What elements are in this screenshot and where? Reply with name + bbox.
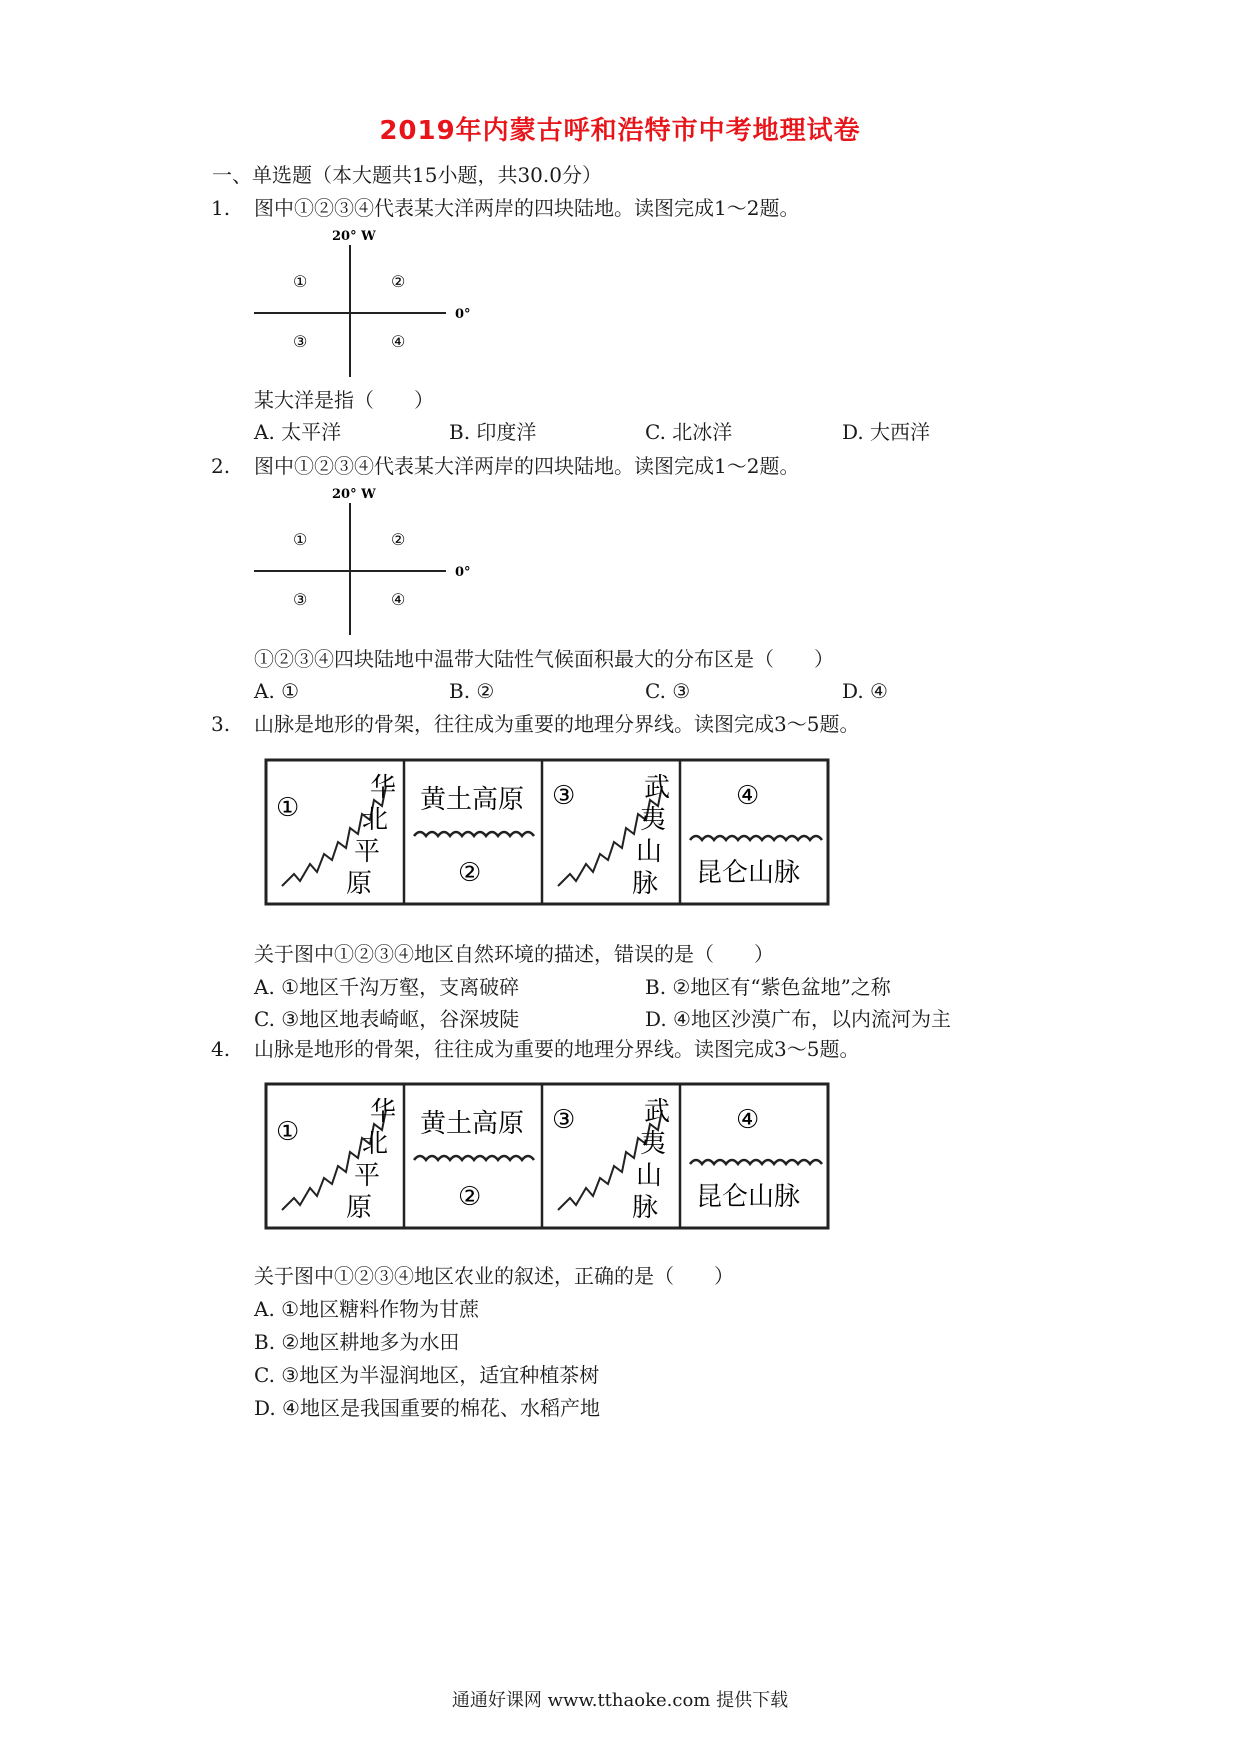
option-a[interactable]: A. ①地区千沟万壑，支离破碎 xyxy=(254,975,520,999)
region-2-label: ② xyxy=(391,530,406,549)
cell-4-name: 昆仑山脉 xyxy=(696,858,801,888)
mountain-wave-icon xyxy=(690,1160,822,1164)
meridian-label: 20° W xyxy=(332,229,376,244)
option-b[interactable]: B. ②地区有“紫色盆地”之称 xyxy=(645,975,891,999)
option-a[interactable]: A. ①地区糖料作物为甘蔗 xyxy=(254,1297,480,1321)
question-prompt: 关于图中①②③④地区农业的叙述，正确的是（ ） xyxy=(254,1264,734,1288)
plateau-wave-icon xyxy=(414,832,534,836)
question-number: 2. xyxy=(211,454,231,478)
cell-2-number: ② xyxy=(458,1182,482,1212)
question-stem: 图中①②③④代表某大洋两岸的四块陆地。读图完成1～2题。 xyxy=(254,196,800,220)
region-3-label: ③ xyxy=(293,590,308,609)
region-3-label: ③ xyxy=(293,332,308,351)
question-stem: 图中①②③④代表某大洋两岸的四块陆地。读图完成1～2题。 xyxy=(254,454,800,478)
region-1-label: ① xyxy=(293,272,308,291)
cell-1-char-3: 平 xyxy=(354,1161,381,1191)
plateau-wave-icon xyxy=(414,1156,534,1160)
cell-1-char-3: 平 xyxy=(354,837,381,867)
region-1-label: ① xyxy=(293,530,308,549)
ocean-cross-map xyxy=(250,483,490,643)
option-b[interactable]: B. 印度洋 xyxy=(449,420,537,444)
mountain-wave-icon xyxy=(690,836,822,840)
page-title: 2019年内蒙古呼和浩特市中考地理试卷 xyxy=(379,116,861,146)
cell-4-number: ④ xyxy=(736,1105,760,1135)
option-d[interactable]: D. ④地区是我国重要的棉花、水稻产地 xyxy=(254,1396,600,1420)
page-footer: 通通好课网 www.tthaoke.com 提供下载 xyxy=(451,1690,789,1711)
cell-2-name: 黄土高原 xyxy=(420,1109,525,1139)
option-c[interactable]: C. ③地区地表崎岖，谷深坡陡 xyxy=(254,1007,520,1031)
cell-1-char-4: 原 xyxy=(346,1193,373,1223)
cell-1-char-2: 北 xyxy=(362,805,389,835)
equator-label: 0° xyxy=(455,307,471,322)
cell-2-name: 黄土高原 xyxy=(420,785,525,815)
cell-3-char-1: 武 xyxy=(644,1097,671,1127)
cell-3-char-3: 山 xyxy=(636,1161,663,1191)
terrain-strip-map xyxy=(262,1080,832,1232)
cell-3-char-1: 武 xyxy=(644,773,671,803)
option-c[interactable]: C. ③地区为半湿润地区，适宜种植茶树 xyxy=(254,1363,600,1387)
question-prompt: ①②③④四块陆地中温带大陆性气候面积最大的分布区是（ ） xyxy=(254,647,834,671)
terrain-strip-map xyxy=(262,756,832,908)
question-stem: 山脉是地形的骨架，往往成为重要的地理分界线。读图完成3～5题。 xyxy=(254,1037,860,1061)
cell-1-char-2: 北 xyxy=(362,1129,389,1159)
option-c[interactable]: C. ③ xyxy=(645,679,691,703)
region-4-label: ④ xyxy=(391,332,406,351)
question-prompt: 关于图中①②③④地区自然环境的描述，错误的是（ ） xyxy=(254,942,774,966)
option-b[interactable]: B. ② xyxy=(449,679,495,703)
cell-3-char-2: 夷 xyxy=(640,1129,667,1159)
cell-4-number: ④ xyxy=(736,781,760,811)
cell-3-char-3: 山 xyxy=(636,837,663,867)
option-d[interactable]: D. 大西洋 xyxy=(842,420,931,444)
question-number: 4. xyxy=(211,1037,231,1061)
cell-2-number: ② xyxy=(458,858,482,888)
question-number: 1. xyxy=(211,196,231,220)
cell-3-char-2: 夷 xyxy=(640,805,667,835)
cell-1-char-4: 原 xyxy=(346,869,373,899)
option-a[interactable]: A. ① xyxy=(254,679,300,703)
question-number: 3. xyxy=(211,712,231,736)
cell-1-number: ① xyxy=(276,793,300,823)
cell-3-number: ③ xyxy=(552,781,576,811)
meridian-label: 20° W xyxy=(332,487,376,502)
option-d[interactable]: D. ④地区沙漠广布，以内流河为主 xyxy=(645,1007,951,1031)
ocean-cross-map xyxy=(250,225,490,385)
cell-3-number: ③ xyxy=(552,1105,576,1135)
question-stem: 山脉是地形的骨架，往往成为重要的地理分界线。读图完成3～5题。 xyxy=(254,712,860,736)
option-a[interactable]: A. 太平洋 xyxy=(254,420,342,444)
cell-1-char-1: 华 xyxy=(370,1097,397,1127)
region-2-label: ② xyxy=(391,272,406,291)
equator-label: 0° xyxy=(455,565,471,580)
section-heading: 一、单选题（本大题共15小题，共30.0分） xyxy=(212,163,602,187)
cell-4-name: 昆仑山脉 xyxy=(696,1182,801,1212)
option-c[interactable]: C. 北冰洋 xyxy=(645,420,733,444)
option-d[interactable]: D. ④ xyxy=(842,679,888,703)
option-b[interactable]: B. ②地区耕地多为水田 xyxy=(254,1330,460,1354)
cell-1-number: ① xyxy=(276,1117,300,1147)
cell-1-char-1: 华 xyxy=(370,773,397,803)
question-prompt: 某大洋是指（ ） xyxy=(254,388,434,412)
cell-3-char-4: 脉 xyxy=(632,1193,659,1223)
cell-3-char-4: 脉 xyxy=(632,869,659,899)
region-4-label: ④ xyxy=(391,590,406,609)
